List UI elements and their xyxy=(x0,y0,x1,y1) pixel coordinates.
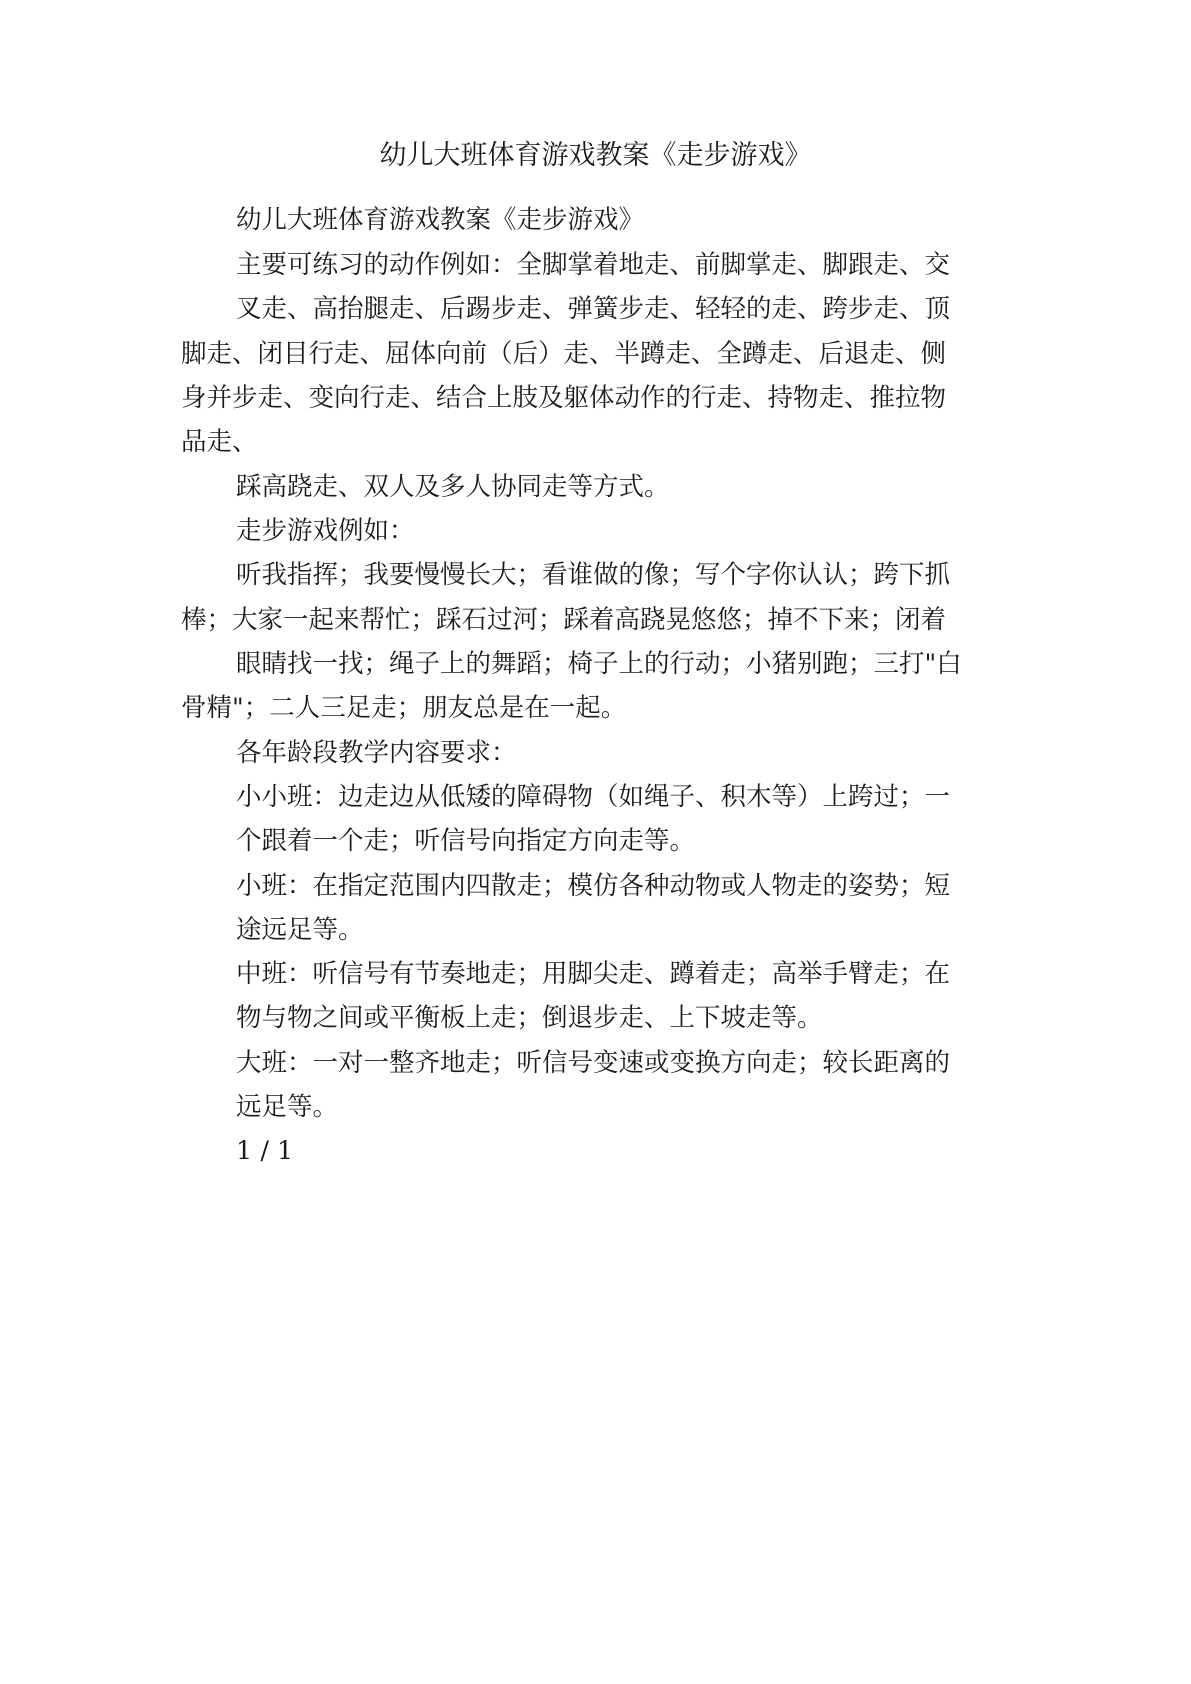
body-line: 大班：一对一整齐地走；听信号变速或变换方向走；较长距离的 xyxy=(236,1048,951,1078)
body-line: 远足等。 xyxy=(236,1092,339,1122)
body-line: 眼睛找一找；绳子上的舞蹈；椅子上的行动；小猪别跑；三打"白 xyxy=(236,649,962,679)
document-title: 幼儿大班体育游戏教案《走步游戏》 xyxy=(379,140,812,171)
body-line: 小班：在指定范围内四散走；模仿各种动物或人物走的姿势；短 xyxy=(236,871,951,901)
body-line: 小小班：边走边从低矮的障碍物（如绳子、积木等）上跨过；一 xyxy=(236,782,951,812)
section-heading: 各年龄段教学内容要求： xyxy=(236,738,517,768)
subtitle-line: 幼儿大班体育游戏教案《走步游戏》 xyxy=(236,205,645,235)
body-line: 叉走、高抬腿走、后踢步走、弹簧步走、轻轻的走、跨步走、顶 xyxy=(236,294,951,324)
body-line: 身并步走、变向行走、结合上肢及躯体动作的行走、持物走、推拉物 xyxy=(181,383,947,413)
body-line: 听我指挥；我要慢慢长大；看谁做的像；写个字你认认；跨下抓 xyxy=(236,560,951,590)
body-line: 踩高跷走、双人及多人协同走等方式。 xyxy=(236,472,670,502)
body-line: 品走、 xyxy=(181,427,258,457)
body-line: 骨精"；二人三足走；朋友总是在一起。 xyxy=(181,693,627,723)
body-line: 主要可练习的动作例如：全脚掌着地走、前脚掌走、脚跟走、交 xyxy=(236,250,951,280)
body-line: 途远足等。 xyxy=(236,915,364,945)
body-line: 中班：听信号有节奏地走；用脚尖走、蹲着走；高举手臂走；在 xyxy=(236,959,951,989)
body-line: 棒；大家一起来帮忙；踩石过河；踩着高跷晃悠悠；掉不下来；闭着 xyxy=(181,605,947,635)
body-line: 物与物之间或平衡板上走；倒退步走、上下坡走等。 xyxy=(236,1003,823,1033)
page-number: 1 / 1 xyxy=(236,1136,294,1166)
section-heading: 走步游戏例如： xyxy=(236,516,415,546)
body-line: 脚走、闭目行走、屈体向前（后）走、半蹲走、全蹲走、后退走、侧 xyxy=(181,339,947,369)
body-line: 个跟着一个走；听信号向指定方向走等。 xyxy=(236,826,696,856)
